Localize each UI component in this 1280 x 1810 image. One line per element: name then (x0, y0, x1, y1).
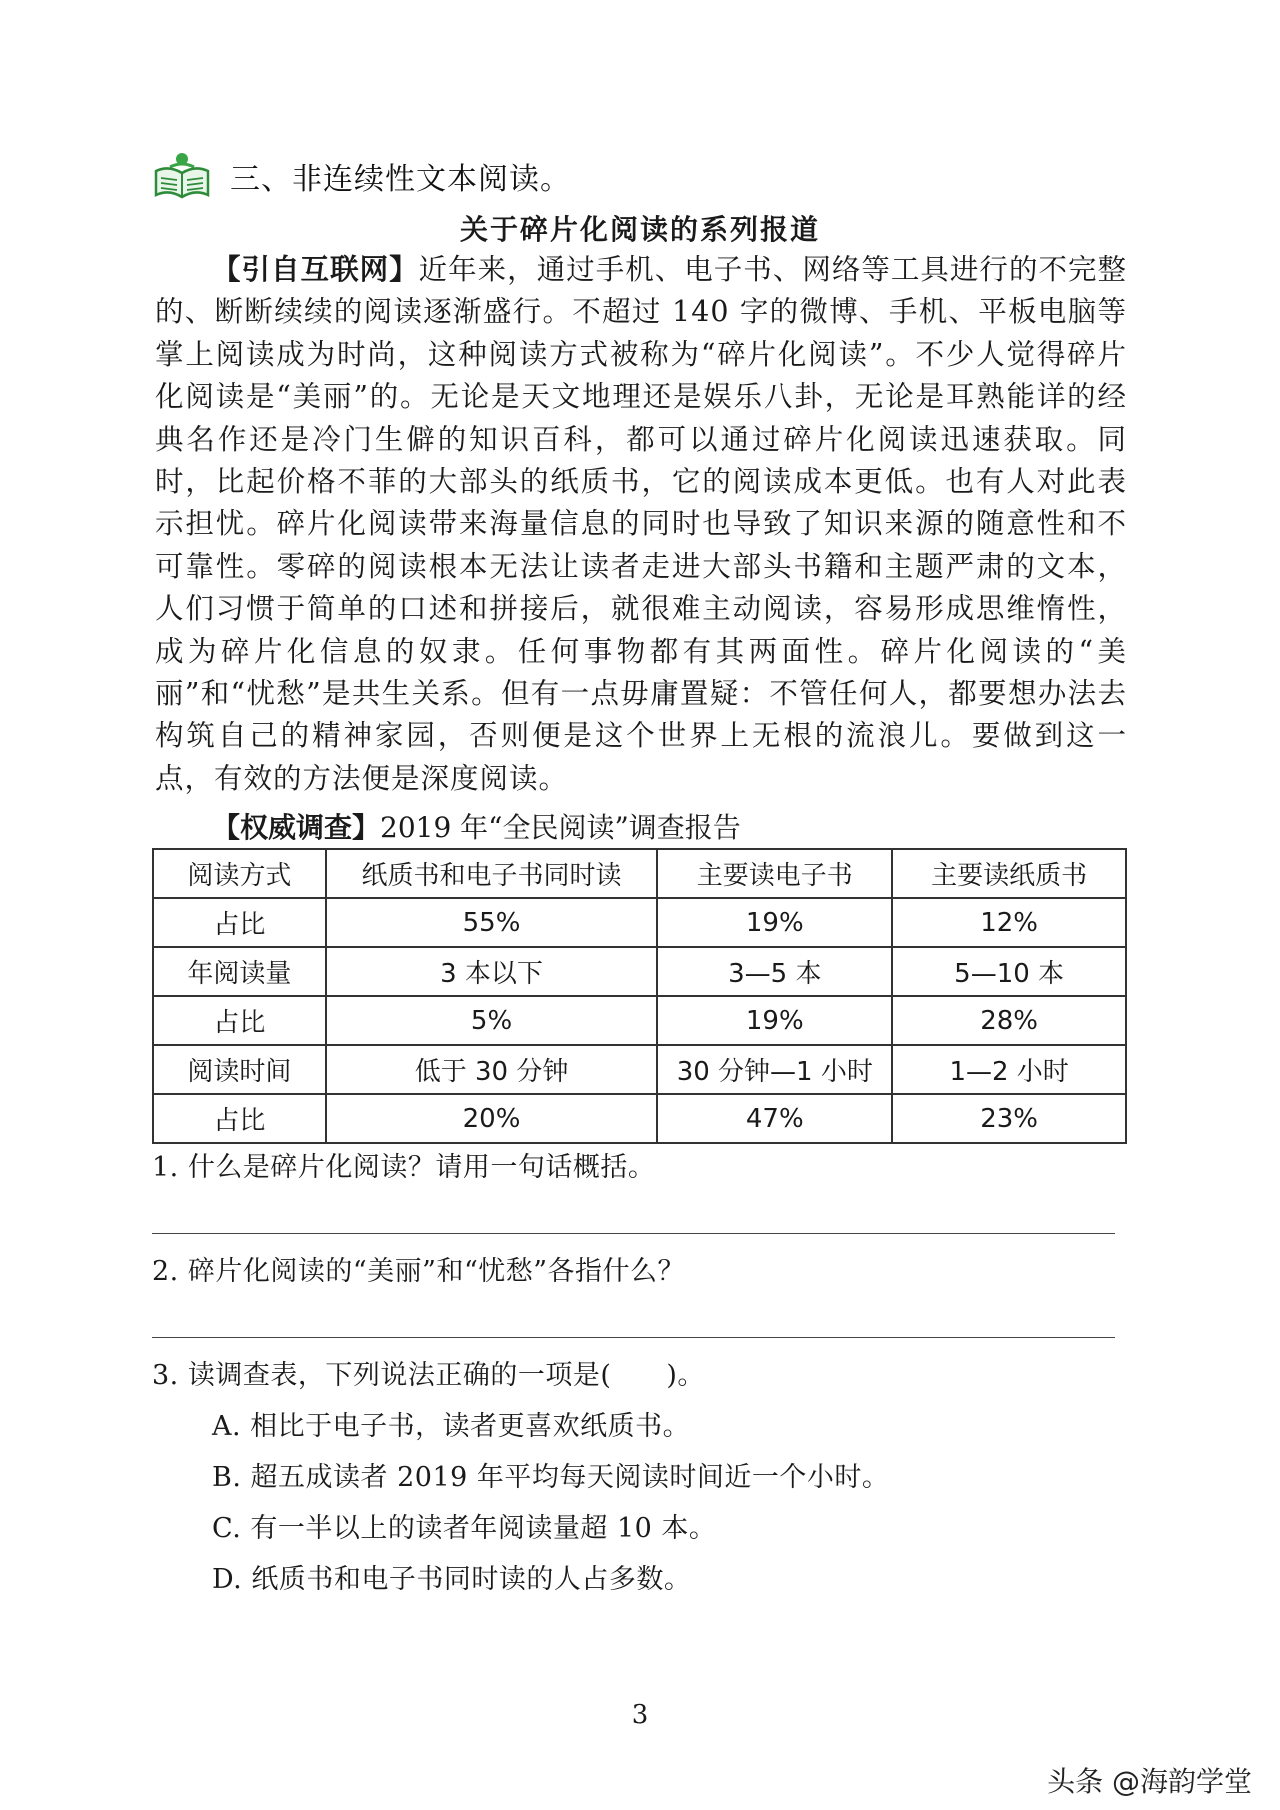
answer-line-1[interactable] (152, 1233, 1115, 1234)
source-tag: 【引自互联网】 (212, 252, 419, 286)
table-row (153, 1045, 1126, 1094)
table-cell: 3—5 本 (657, 947, 892, 996)
option-a[interactable]: A. 相比于电子书，读者更喜欢纸质书。 (212, 1411, 691, 1442)
table-cell: 19% (657, 898, 892, 947)
article-paragraph (155, 248, 1127, 800)
question-3: 3. 读调查表，下列说法正确的一项是( )。 (152, 1360, 705, 1391)
question-2: 2. 碎片化阅读的“美丽”和“忧愁”各指什么？ (152, 1256, 686, 1287)
table-row (153, 947, 1126, 996)
table-cell: 年阅读量 (153, 947, 326, 996)
table-cell: 占比 (153, 996, 326, 1045)
table-cell: 阅读方式 (153, 849, 326, 898)
table-cell: 3 本以下 (326, 947, 658, 996)
table-row (153, 898, 1126, 947)
table-cell: 1—2 小时 (892, 1045, 1126, 1094)
table-cell: 主要读纸质书 (892, 849, 1126, 898)
article-text: 近年来，通过手机、电子书、网络等工具进行的不完整的、断断续续的阅读逐渐盛行。不超过 140 字的微博、手机、平板电脑等掌上阅读成为时尚，这种阅读方式被称为“碎片化阅读”。不少人觉得碎片化阅读是“美丽”的。无论是天文地理还是娱乐八卦，无论是耳熟能详的经典名作还是冷门生僻的知识百科，都可以通过碎片化阅读迅速获取。同时，比起价格不菲的大部头的纸质书，它的阅读成本更低。也有人对此表示担忧。碎片化阅读带来海量信息的同时也导致了知识来源的随意性和不可靠性。零碎的阅读根本无法让读者走进大部头书籍和主题严肃的文本，人们习惯于简单的口述和拼接后，就很难主动阅读，容易形成思维惰性，成为碎片化信息的奴隶。任何事物都有其两面性。碎片化阅读的“美丽”和“忧愁”是共生关系。但有一点毋庸置疑：不管任何人，都要想办法去构筑自己的精神家园，否则便是这个世界上无根的流浪儿。要做到这一点，有效的方法便是深度阅读。 (155, 253, 1127, 795)
table-cell: 23% (892, 1094, 1126, 1143)
table-cell: 19% (657, 996, 892, 1045)
option-c[interactable]: C. 有一半以上的读者年阅读量超 10 本。 (212, 1513, 717, 1544)
table-row (153, 1094, 1126, 1143)
table-cell: 55% (326, 898, 658, 947)
survey-caption (212, 808, 741, 848)
table-cell: 主要读电子书 (657, 849, 892, 898)
article-body (155, 248, 1127, 800)
table-cell: 占比 (153, 1094, 326, 1143)
section-title: 三、非连续性文本阅读。 (230, 162, 571, 197)
page-number: 3 (631, 1700, 649, 1730)
table-cell: 阅读时间 (153, 1045, 326, 1094)
table-cell: 5—10 本 (892, 947, 1126, 996)
article-title: 关于碎片化阅读的系列报道 (459, 213, 820, 246)
option-d[interactable]: D. 纸质书和电子书同时读的人占多数。 (212, 1564, 692, 1595)
section-header (152, 148, 571, 204)
survey-caption-text: 2019 年“全民阅读”调查报告 (380, 811, 741, 844)
table-row (153, 996, 1126, 1045)
survey-tag: 【权威调查】 (212, 811, 381, 844)
question-1: 1. 什么是碎片化阅读？请用一句话概括。 (152, 1152, 656, 1183)
table-row (153, 849, 1126, 898)
survey-table (152, 848, 1127, 1144)
table-cell: 28% (892, 996, 1126, 1045)
table-cell: 低于 30 分钟 (326, 1045, 658, 1094)
watermark: 头条 @海韵学堂 (1047, 1765, 1252, 1798)
table-cell: 12% (892, 898, 1126, 947)
option-b[interactable]: B. 超五成读者 2019 年平均每天阅读时间近一个小时。 (212, 1462, 890, 1493)
table-cell: 20% (326, 1094, 658, 1143)
answer-line-2[interactable] (152, 1337, 1115, 1338)
table-cell: 纸质书和电子书同时读 (326, 849, 658, 898)
open-book-reading-icon (152, 151, 212, 201)
table-cell: 47% (657, 1094, 892, 1143)
table-cell: 5% (326, 996, 658, 1045)
table-cell: 30 分钟—1 小时 (657, 1045, 892, 1094)
table-cell: 占比 (153, 898, 326, 947)
